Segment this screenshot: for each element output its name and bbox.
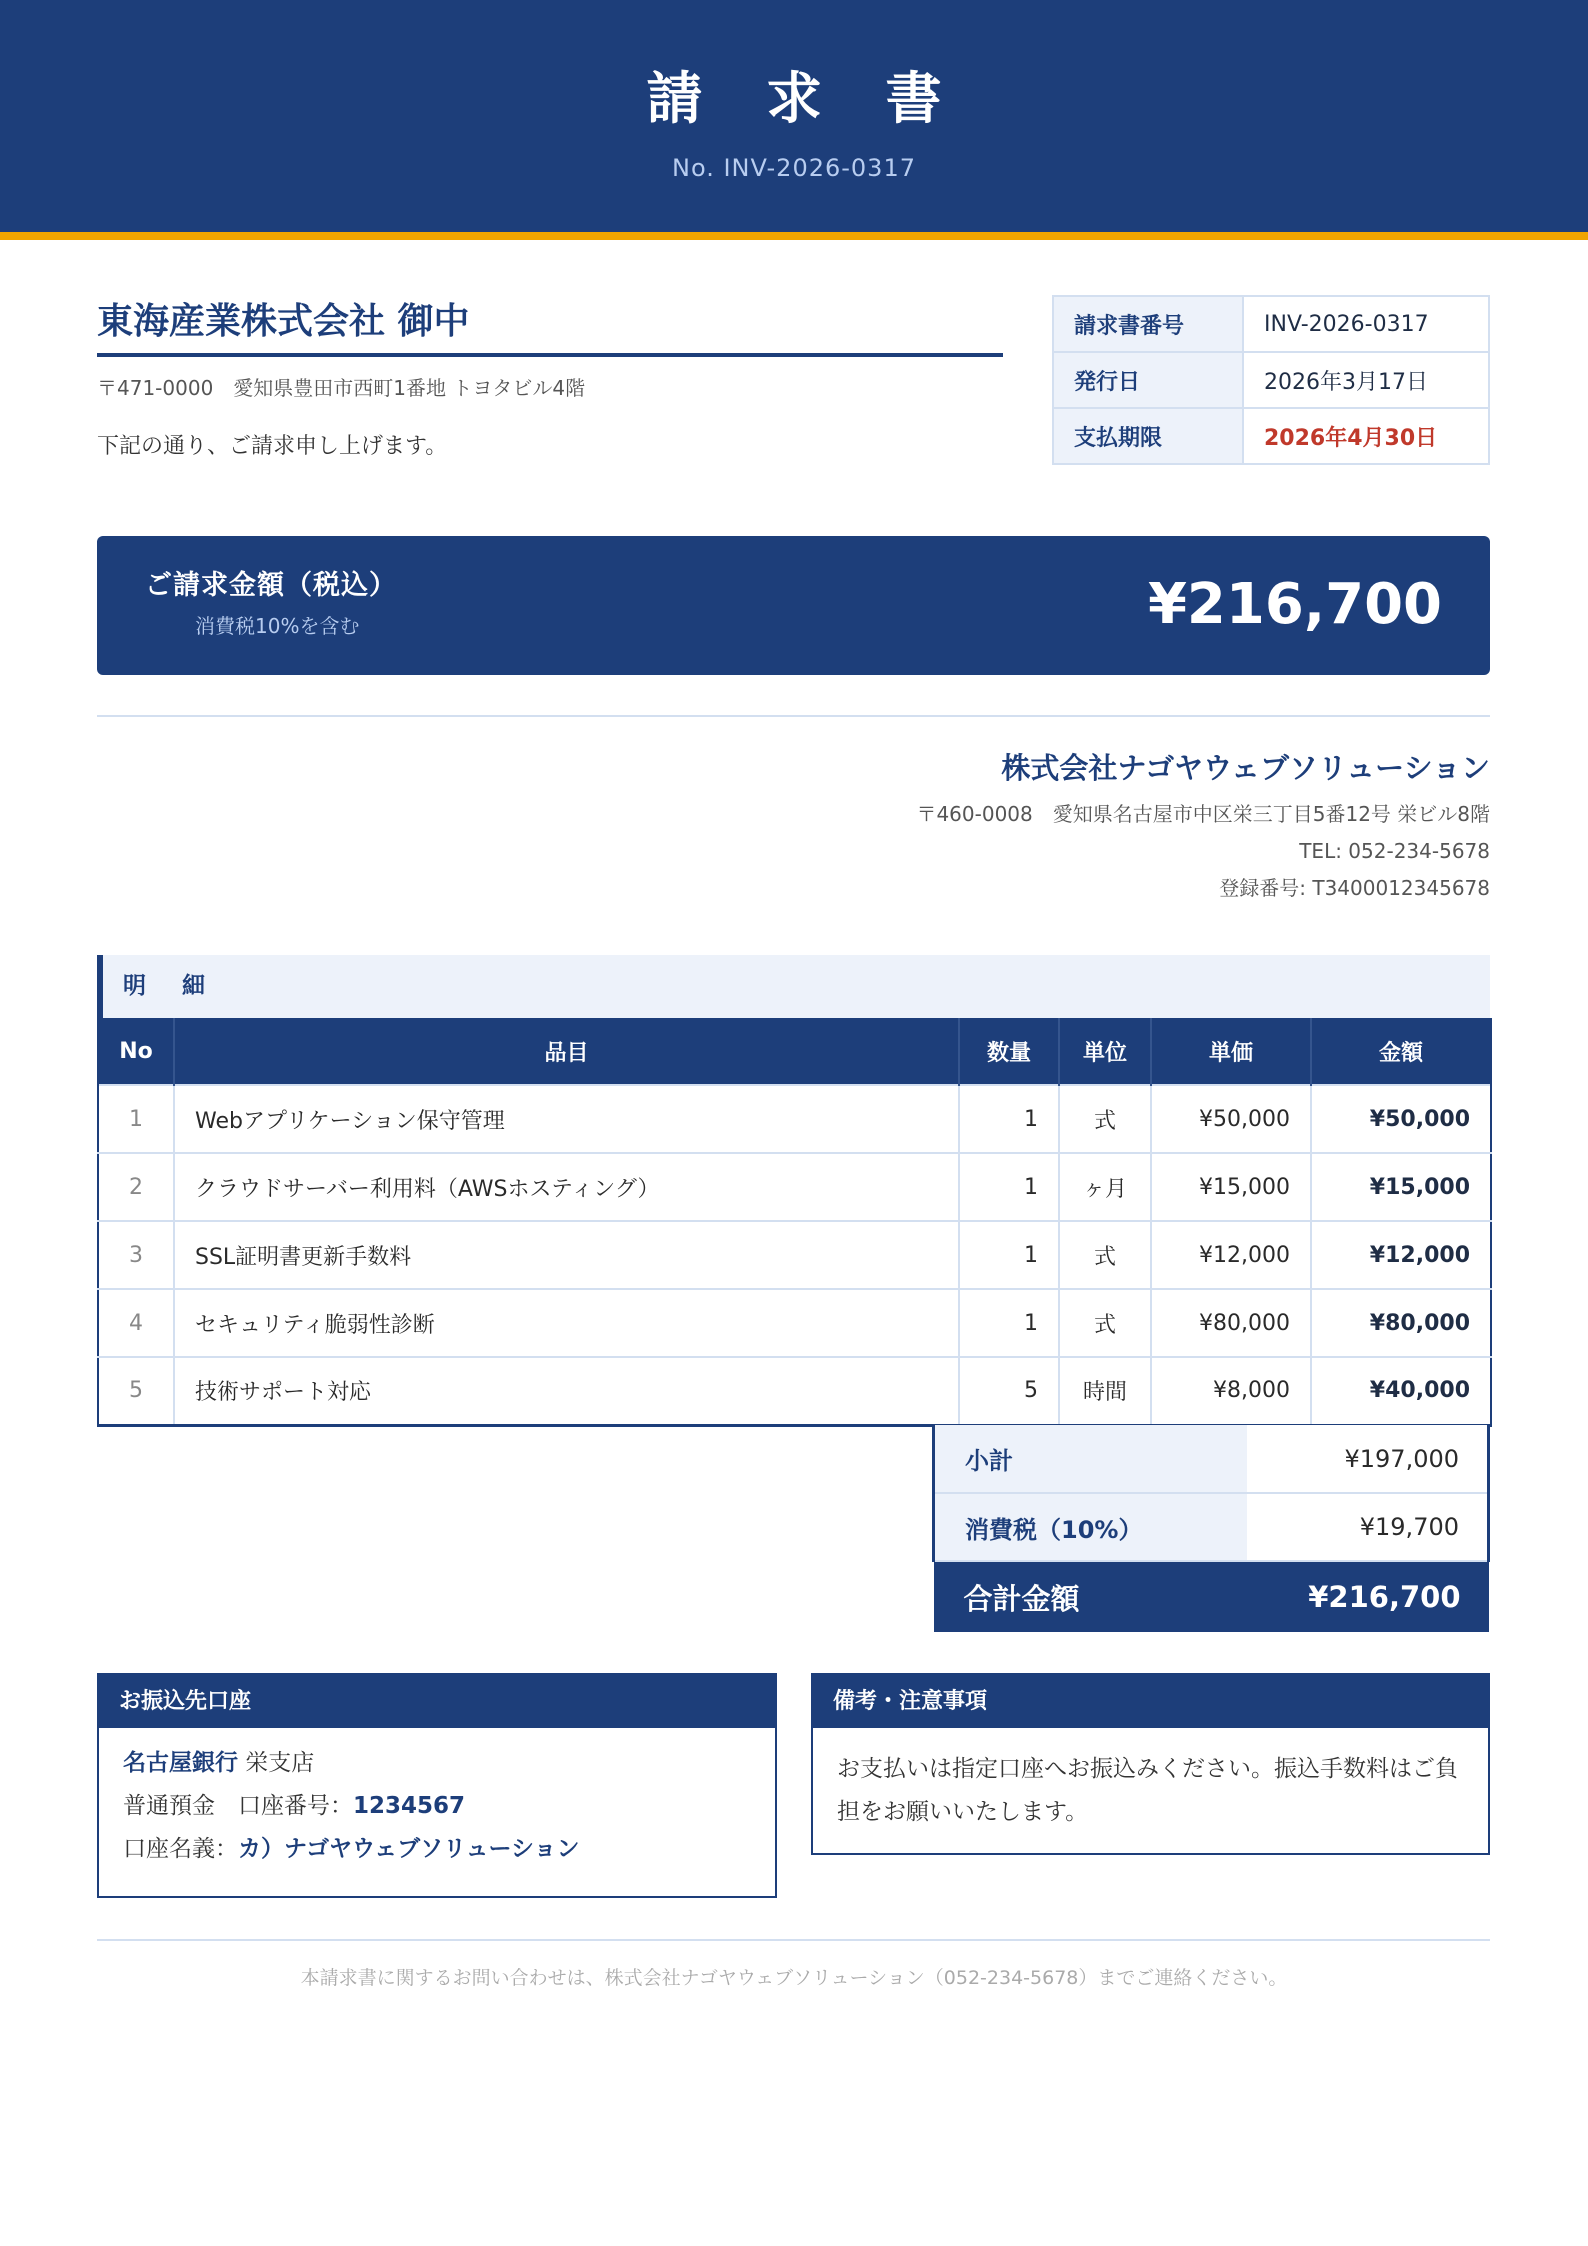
notes-panel: [811, 1673, 1490, 1855]
row-qty: 1: [959, 1085, 1059, 1153]
subtotal-row: [934, 1425, 1489, 1493]
invoice-number-header: No. INV-2026-0317: [672, 154, 916, 182]
subtotal-label: 小計: [934, 1425, 1247, 1493]
table-header-row: [98, 1018, 1491, 1085]
row-unit: ヶ月: [1059, 1153, 1151, 1221]
info-label: 請求書番号: [1053, 296, 1243, 352]
row-unit: 時間: [1059, 1357, 1151, 1425]
column-header-amount: 金額: [1311, 1018, 1491, 1085]
account-holder: カ）ナゴヤウェブソリューション: [238, 1836, 580, 1862]
info-row-issue-date: [1053, 352, 1489, 408]
issuer-tel: TEL: 052-234-5678: [1299, 839, 1490, 863]
details-section-title: 明 細: [123, 973, 220, 999]
account-type-label: 普通預金 口座番号：: [123, 1793, 353, 1819]
table-row: [98, 1357, 1491, 1425]
info-row-invoice-number: [1053, 296, 1489, 352]
row-qty: 1: [959, 1289, 1059, 1357]
table-row: [98, 1289, 1491, 1357]
row-amount: ¥15,000: [1311, 1153, 1491, 1221]
row-unit-price: ¥8,000: [1151, 1357, 1311, 1425]
row-item: セキュリティ脆弱性診断: [174, 1289, 959, 1357]
issuer-name: 株式会社ナゴヤウェブソリューション: [1001, 751, 1490, 785]
column-header-qty: 数量: [959, 1018, 1059, 1085]
row-qty: 5: [959, 1357, 1059, 1425]
info-label: 発行日: [1053, 352, 1243, 408]
accent-strip: [0, 232, 1588, 240]
account-number-line: [123, 1785, 751, 1828]
info-label: 支払期限: [1053, 408, 1243, 464]
row-no: 4: [98, 1289, 174, 1357]
tax-included-note: 消費税10%を含む: [195, 614, 360, 638]
row-amount: ¥50,000: [1311, 1085, 1491, 1153]
tax-row: [934, 1493, 1489, 1561]
invoice-info-table: [1052, 295, 1490, 465]
table-row: [98, 1085, 1491, 1153]
row-unit: 式: [1059, 1085, 1151, 1153]
info-value: INV-2026-0317: [1243, 296, 1489, 352]
row-amount: ¥80,000: [1311, 1289, 1491, 1357]
info-row-due-date: [1053, 408, 1489, 464]
row-amount: ¥12,000: [1311, 1221, 1491, 1289]
column-header-no: No: [98, 1018, 174, 1085]
row-item: 技術サポート対応: [174, 1357, 959, 1425]
total-label: 合計金額: [934, 1561, 1247, 1632]
tax-value: ¥19,700: [1247, 1493, 1489, 1561]
row-item: クラウドサーバー利用料（AWSホスティング）: [174, 1153, 959, 1221]
issuer-address: 〒460-0008 愛知県名古屋市中区栄三丁目5番12号 栄ビル8階: [916, 802, 1490, 826]
issuer-registration-number: 登録番号: T3400012345678: [1219, 876, 1490, 900]
total-value: ¥216,700: [1247, 1561, 1489, 1632]
notes-text: お支払いは指定口座へお振込みください。振込手数料はご負担をお願いいたします。: [837, 1756, 1458, 1825]
column-header-unit: 単位: [1059, 1018, 1151, 1085]
account-holder-line: [123, 1828, 751, 1871]
due-date-value: 2026年4月30日: [1243, 408, 1489, 464]
bank-branch: 栄支店: [238, 1750, 315, 1776]
account-holder-label: 口座名義：: [123, 1836, 238, 1862]
row-qty: 1: [959, 1153, 1059, 1221]
subtotal-value: ¥197,000: [1247, 1425, 1489, 1493]
bank-panel-title: お振込先口座: [99, 1675, 775, 1728]
summary-table: [932, 1425, 1490, 1632]
footer-contact-text: 本請求書に関するお問い合わせは、株式会社ナゴヤウェブソリューション（052-234-5678）までご連絡ください。: [300, 1967, 1288, 1989]
bank-account-panel: [97, 1673, 777, 1898]
issuer-block: [916, 746, 1490, 907]
row-amount: ¥40,000: [1311, 1357, 1491, 1425]
row-unit: 式: [1059, 1289, 1151, 1357]
row-no: 3: [98, 1221, 174, 1289]
footer-divider: [97, 1939, 1490, 1941]
row-unit-price: ¥15,000: [1151, 1153, 1311, 1221]
row-unit-price: ¥80,000: [1151, 1289, 1311, 1357]
notes-panel-title: 備考・注意事項: [813, 1675, 1488, 1728]
row-no: 2: [98, 1153, 174, 1221]
row-no: 5: [98, 1357, 174, 1425]
row-no: 1: [98, 1085, 174, 1153]
table-row: [98, 1153, 1491, 1221]
document-title: 請 求 書: [646, 67, 964, 132]
greeting-text: 下記の通り、ご請求申し上げます。: [97, 434, 448, 459]
client-name: 東海産業株式会社 御中: [97, 301, 470, 342]
row-item: Webアプリケーション保守管理: [174, 1085, 959, 1153]
column-header-unit-price: 単価: [1151, 1018, 1311, 1085]
bank-name: 名古屋銀行: [123, 1750, 238, 1776]
row-unit-price: ¥12,000: [1151, 1221, 1311, 1289]
client-underline: [97, 353, 1003, 357]
account-number: 1234567: [353, 1793, 466, 1819]
billing-amount-label: ご請求金額（税込）: [145, 570, 397, 601]
column-header-item: 品目: [174, 1018, 959, 1085]
total-row: [934, 1561, 1489, 1632]
row-qty: 1: [959, 1221, 1059, 1289]
billing-amount-value: ¥216,700: [1147, 572, 1442, 637]
line-items-table: [97, 1018, 1492, 1427]
bank-name-line: [123, 1742, 751, 1785]
client-address: 〒471-0000 愛知県豊田市西町1番地 トヨタビル4階: [97, 376, 586, 400]
info-value: 2026年3月17日: [1243, 352, 1489, 408]
details-section-header: [97, 955, 1490, 1018]
section-divider: [97, 715, 1490, 717]
row-unit: 式: [1059, 1221, 1151, 1289]
row-item: SSL証明書更新手数料: [174, 1221, 959, 1289]
tax-label: 消費税（10%）: [934, 1493, 1247, 1561]
table-row: [98, 1221, 1491, 1289]
row-unit-price: ¥50,000: [1151, 1085, 1311, 1153]
billing-amount-box: [97, 536, 1490, 675]
